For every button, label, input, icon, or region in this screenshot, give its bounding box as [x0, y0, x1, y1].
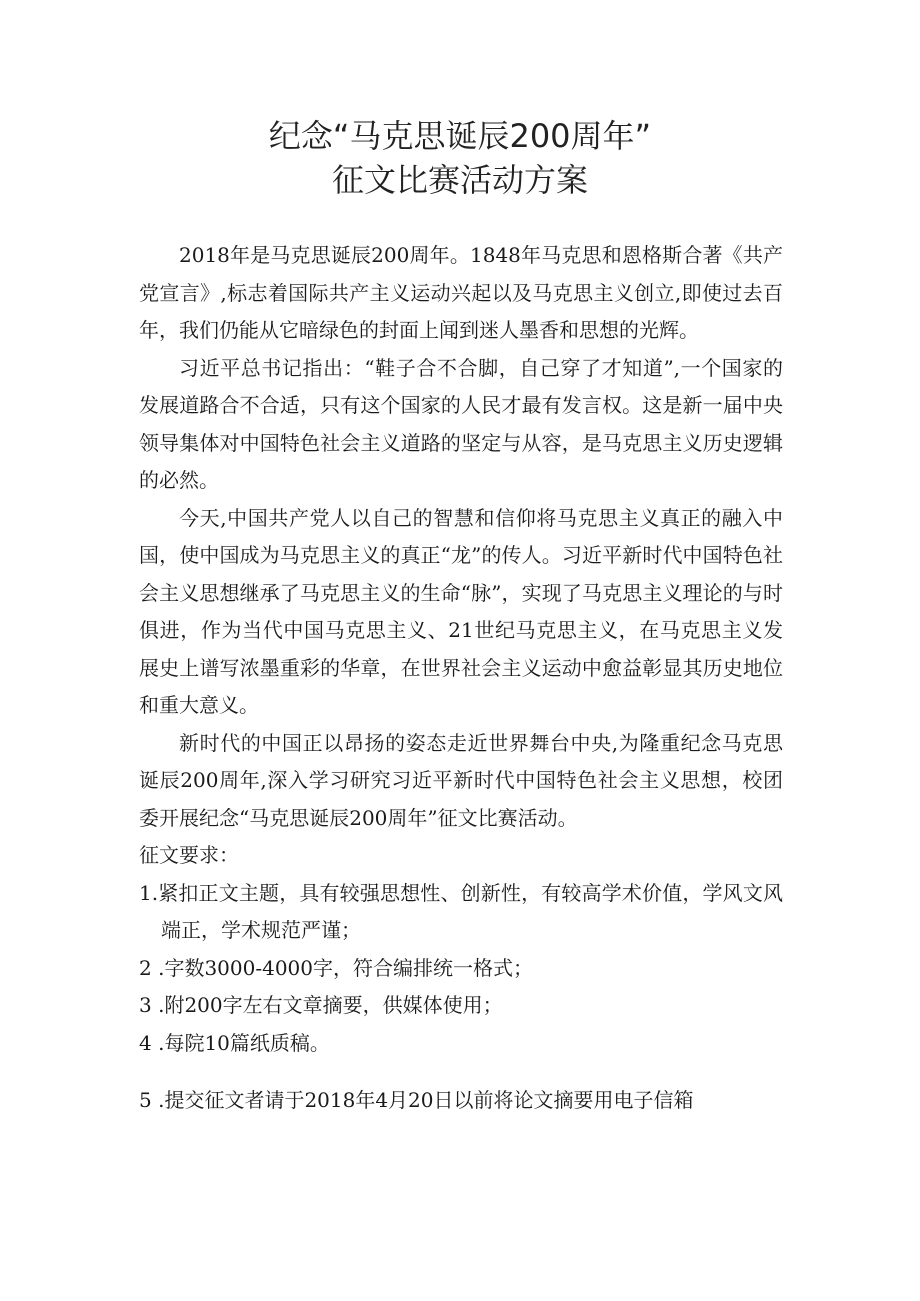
document-title-line-1: 纪念“马克思诞辰200周年”: [268, 117, 652, 155]
paragraph-4: 新时代的中国正以昂扬的姿态走近世界舞台中央,为隆重纪念马克思诞辰200周年,深入学习研究习近平新时代中国特色社会主义思想，校团委开展纪念“马克思诞辰200周年”征文比赛活动。: [139, 730, 783, 830]
paragraph-2: 习近平总书记指出：“鞋子合不合脚，自己穿了才知道”,一个国家的发展道路合不合适，只有这个国家的人民才最有发言权。这是新一届中央领导集体对中国特色社会主义道路的坚定与从容，是马克思主义历史逻辑的必然。: [139, 355, 783, 492]
requirement-3: 3 .附200字左右文章摘要，供媒体使用；: [139, 993, 503, 1017]
paragraph-1: 2018年是马克思诞辰200周年。1848年马克思和恩格斯合著《共产党宣言》,标志着国际共产主义运动兴起以及马克思主义创立,即使过去百年，我们仍能从它暗绿色的封面上闻到迷人墨香和思想的光辉。: [139, 243, 783, 342]
document-title-line-2: 征文比赛活动方案: [331, 161, 588, 199]
document-body: [139, 237, 783, 1120]
requirements-heading: 征文要求：: [139, 843, 239, 867]
requirement-2: 2 .字数3000-4000字，符合编排统一格式；: [139, 955, 533, 980]
requirement-1: 1.紧扣正文主题，具有较强思想性、创新性，有较高学术价值，学风文风端正，学术规范严谨；: [139, 880, 783, 942]
spacer: [139, 1062, 783, 1082]
requirement-4: 4 .每院10篇纸质稿。: [139, 1030, 330, 1055]
requirement-5: 5 .提交征文者请于2018年4月20日以前将论文摘要用电子信箱: [139, 1088, 694, 1112]
paragraph-3: 今天,中国共产党人以自己的智慧和信仰将马克思主义真正的融入中国，使中国成为马克思主义的真正“龙”的传人。习近平新时代中国特色社会主义思想继承了马克思主义的生命“脉”，实现了马克思主义理论的与时俱进，作为当代中国马克思主义、21世纪马克思主义，在马克思主义发展史上谱写浓墨重彩的华章，在世界社会主义运动中愈益彰显其历史地位和重大意义。: [139, 505, 783, 717]
